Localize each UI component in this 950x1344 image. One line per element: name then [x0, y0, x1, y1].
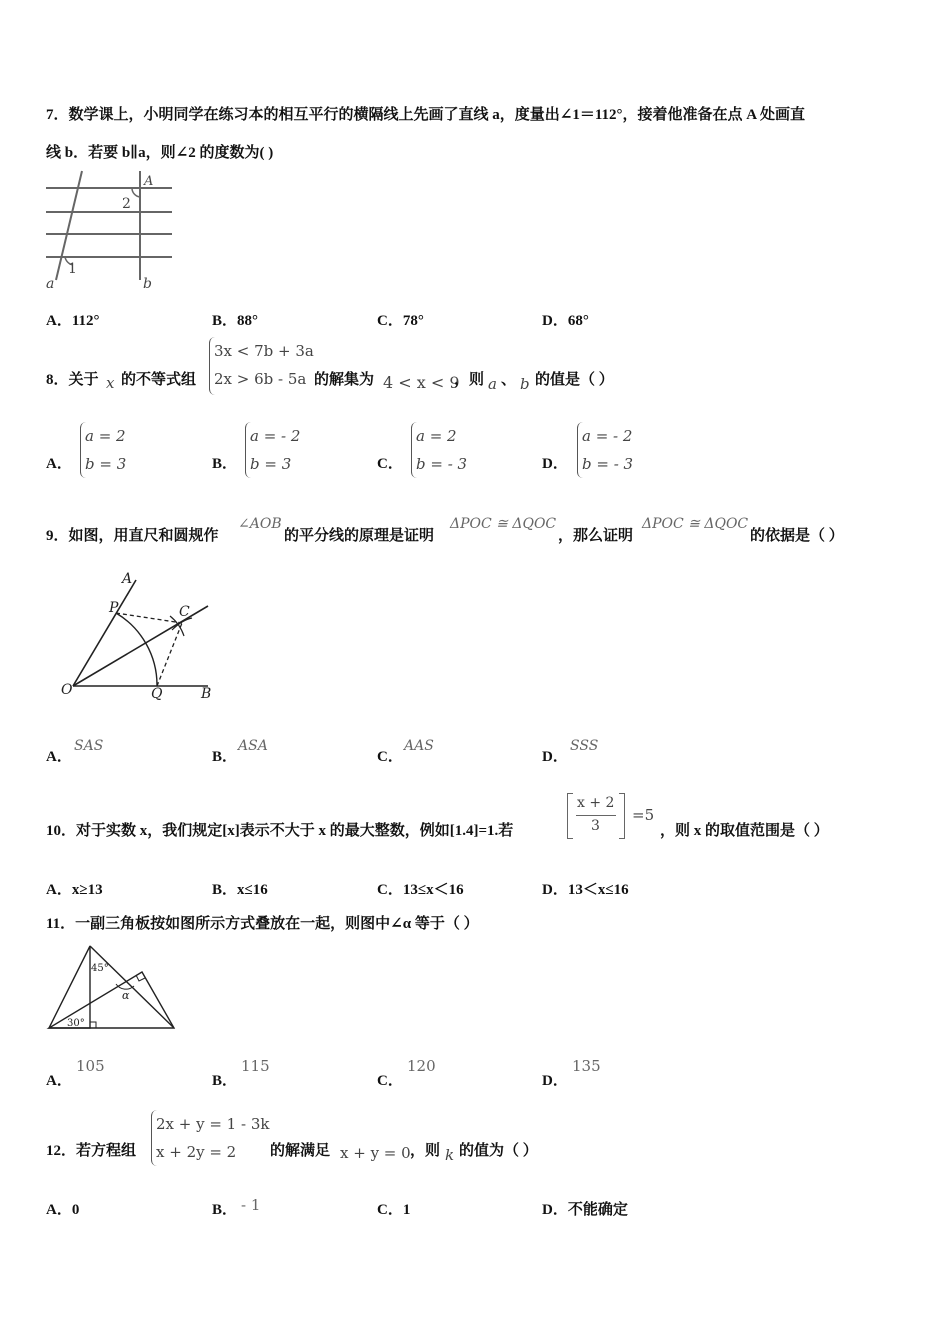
q7-stem-line2: 线 b．若要 b∥a，则∠2 的度数为( )	[46, 145, 274, 161]
q9-segment-qc	[157, 623, 182, 686]
q10-fraction-bar	[576, 815, 616, 816]
q11-option-c[interactable]: C．	[377, 1073, 403, 1089]
q11-label-alpha: α	[122, 989, 130, 1002]
q12-option-b[interactable]: B．	[212, 1202, 238, 1218]
q12-stem-mid2: ，则	[410, 1143, 441, 1159]
q9-congruence-2: ΔPOC ≅ ΔQOC	[642, 516, 749, 532]
q8-sep: 、	[501, 372, 517, 388]
q9-label-A: A	[122, 571, 133, 587]
q9-option-a[interactable]: A．	[46, 749, 72, 765]
q10-floor-brackets	[567, 793, 625, 839]
q9-option-d[interactable]: D．	[542, 749, 568, 765]
q10-stem-suffix: ，则 x 的取值范围是（ ）	[660, 823, 829, 839]
q12-option-c[interactable]: C．1	[377, 1202, 411, 1218]
q7-label-a: a	[46, 276, 55, 292]
q11-label-45: 45°	[91, 963, 109, 974]
q9-option-d-value: SSS	[570, 738, 599, 754]
q12-var-k: k	[445, 1146, 455, 1164]
q9-stem-mid: 的平分线的原理是证明	[284, 528, 435, 544]
q9-option-c-value: AAS	[404, 738, 434, 754]
q12-option-a[interactable]: A．0	[46, 1202, 80, 1218]
q8-option-c-system: a = 2 b = - 3	[411, 422, 467, 478]
q11-option-d[interactable]: D．	[542, 1073, 568, 1089]
q10-option-c[interactable]: C．13≤x＜16	[377, 882, 464, 898]
q7-option-b[interactable]: B．88°	[212, 313, 259, 329]
q7-label-b: b	[143, 276, 152, 292]
q8-comma: ，则	[454, 372, 485, 388]
q11-right-angle-mark-1	[90, 1022, 96, 1028]
q9-label-Q: Q	[151, 686, 163, 702]
q11-option-b-value: 115	[241, 1057, 270, 1075]
q7-option-d[interactable]: D．68°	[542, 313, 589, 329]
q10-option-b[interactable]: B．x≤16	[212, 882, 268, 898]
q8-option-a[interactable]: A．	[46, 456, 72, 472]
q8-solution-set: 4 < x < 9	[383, 373, 460, 392]
q11-option-a-value: 105	[76, 1057, 105, 1075]
q9-angle-aob: ∠AOB	[238, 516, 282, 532]
q9-option-b-value: ASA	[238, 738, 268, 754]
q8-option-d-system: a = - 2 b = - 3	[577, 422, 633, 478]
q8-stem-mid: 的不等式组	[121, 372, 197, 388]
q7-parallel-lines-figure	[44, 168, 184, 296]
q7-stem-line1: 7．数学课上，小明同学在练习本的相互平行的横隔线上先画了直线 a，度量出∠1＝112°，接着他准备在点 A 处画直	[46, 107, 805, 123]
q12-stem-prefix: 12．若方程组	[46, 1143, 137, 1159]
q8-ineq-2: 2x > 6b - 5a	[214, 370, 307, 388]
q11-option-a[interactable]: A．	[46, 1073, 72, 1089]
q9-label-O: O	[61, 682, 73, 698]
q7-option-c[interactable]: C．78°	[377, 313, 424, 329]
q8-option-c[interactable]: C．	[377, 456, 403, 472]
q8-var-a: a	[488, 375, 497, 393]
q7-label-1: 1	[68, 261, 77, 277]
q12-equation-system	[151, 1110, 269, 1166]
q12-stem-mid: 的解满足	[270, 1143, 331, 1159]
q8-stem-prefix: 8．关于	[46, 372, 99, 388]
q12-condition: x + y = 0	[340, 1144, 411, 1162]
q10-stem: 10．对于实数 x，我们规定[x]表示不大于 x 的最大整数，例如[1.4]=1.若	[46, 823, 514, 839]
q8-stem-suffix: 的值是（ ）	[535, 372, 614, 388]
q11-stem: 11．一副三角板按如图所示方式叠放在一起，则图中∠α 等于（ ）	[46, 916, 479, 932]
q8-var-x: x	[106, 374, 115, 392]
q10-option-a[interactable]: A．x≥13	[46, 882, 103, 898]
q12-stem-suffix: 的值为（ ）	[459, 1143, 538, 1159]
q12-option-b-value: - 1	[241, 1196, 261, 1214]
q11-option-c-value: 120	[407, 1057, 436, 1075]
q12-eq-1: 2x + y = 1 - 3k	[156, 1115, 270, 1133]
q9-stem-mid2: ，那么证明	[558, 528, 634, 544]
q11-label-30: 30°	[67, 1018, 85, 1029]
q8-option-b[interactable]: B．	[212, 456, 238, 472]
q9-label-P: P	[109, 600, 119, 616]
q10-fraction-numerator: x + 2	[577, 795, 615, 811]
q9-label-B: B	[201, 686, 212, 702]
q7-option-a[interactable]: A．112°	[46, 313, 100, 329]
q7-label-2: 2	[122, 196, 131, 212]
q9-ray-oa	[73, 580, 136, 686]
q9-congruence-1: ΔPOC ≅ ΔQOC	[450, 516, 557, 532]
q11-triangle-rulers-figure	[46, 944, 180, 1034]
q7-label-A: A	[144, 174, 154, 189]
q12-option-d[interactable]: D．不能确定	[542, 1202, 628, 1218]
q8-option-d[interactable]: D．	[542, 456, 568, 472]
q8-inequality-system	[209, 337, 314, 395]
q8-option-b-system: a = - 2 b = 3	[245, 422, 300, 478]
q9-label-C: C	[179, 604, 190, 620]
q10-fraction-denominator: 3	[591, 818, 600, 834]
q11-option-b[interactable]: B．	[212, 1073, 238, 1089]
q9-option-b[interactable]: B．	[212, 749, 238, 765]
q9-angle-bisector-figure	[58, 568, 228, 708]
q11-option-d-value: 135	[572, 1057, 601, 1075]
q12-eq-2: x + 2y = 2	[156, 1143, 237, 1161]
q9-stem-prefix: 9．如图，用直尺和圆规作	[46, 528, 219, 544]
q8-sol-prefix: 的解集为	[314, 372, 375, 388]
q8-option-a-system: a = 2 b = 3	[80, 422, 126, 478]
q8-ineq-1: 3x < 7b + 3a	[214, 342, 314, 360]
q9-option-a-value: SAS	[74, 738, 104, 754]
q8-var-b: b	[520, 375, 530, 393]
q9-stem-suffix: 的依据是（ ）	[750, 528, 844, 544]
q10-option-d[interactable]: D．13＜x≤16	[542, 882, 629, 898]
q7-angle-2-arc	[132, 188, 140, 197]
q10-equals-5: =5	[632, 806, 655, 824]
q9-option-c[interactable]: C．	[377, 749, 403, 765]
q9-arc-pq	[116, 613, 157, 686]
